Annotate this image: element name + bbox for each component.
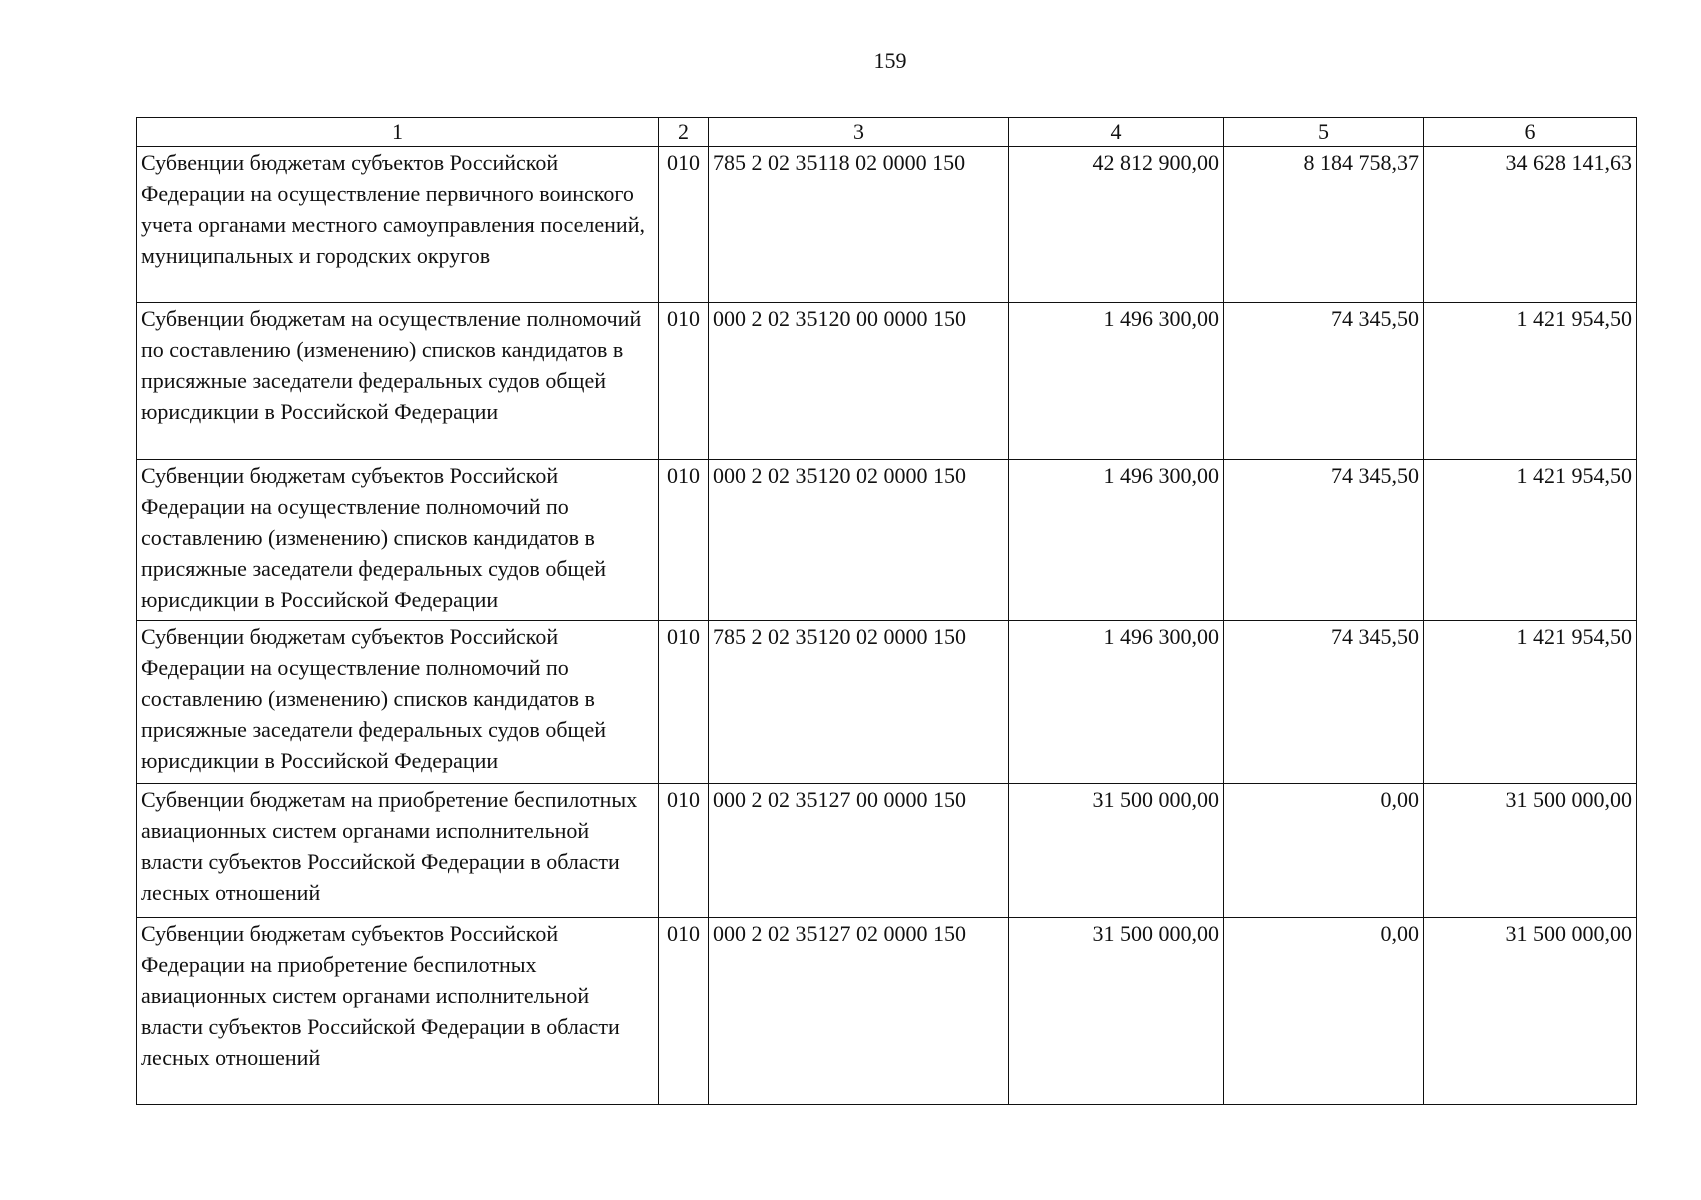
row-budget-code: 000 2 02 35127 02 0000 150 xyxy=(709,918,1009,1105)
row-line-code: 010 xyxy=(659,303,709,460)
row-executed: 74 345,50 xyxy=(1224,621,1424,784)
row-budget-code: 000 2 02 35120 02 0000 150 xyxy=(709,460,1009,621)
row-budget-code: 000 2 02 35127 00 0000 150 xyxy=(709,784,1009,918)
table-row xyxy=(137,460,1637,621)
row-line-code: 010 xyxy=(659,621,709,784)
table-row xyxy=(137,147,1637,303)
row-budget-code: 785 2 02 35120 02 0000 150 xyxy=(709,621,1009,784)
row-remaining: 31 500 000,00 xyxy=(1424,784,1637,918)
row-executed: 0,00 xyxy=(1224,784,1424,918)
table-row xyxy=(137,784,1637,918)
row-line-code: 010 xyxy=(659,784,709,918)
row-name: Субвенции бюджетам на осуществление полномочий по составлению (изменению) списков кандидатов в присяжные заседатели федеральных судов общей юрисдикции в Российской Федерации xyxy=(137,303,659,460)
row-approved: 42 812 900,00 xyxy=(1009,147,1224,303)
column-header: 4 xyxy=(1009,118,1224,147)
row-remaining: 1 421 954,50 xyxy=(1424,621,1637,784)
column-header: 5 xyxy=(1224,118,1424,147)
row-executed: 8 184 758,37 xyxy=(1224,147,1424,303)
column-header: 2 xyxy=(659,118,709,147)
row-name: Субвенции бюджетам субъектов Российской Федерации на осуществление полномочий по составлению (изменению) списков кандидатов в присяжные заседатели федеральных судов общей юрисдикции в Российской Федерации xyxy=(137,621,659,784)
table-row xyxy=(137,303,1637,460)
column-header: 1 xyxy=(137,118,659,147)
row-executed: 0,00 xyxy=(1224,918,1424,1105)
row-approved: 1 496 300,00 xyxy=(1009,460,1224,621)
budget-table xyxy=(136,117,1637,1105)
row-line-code: 010 xyxy=(659,460,709,621)
row-budget-code: 785 2 02 35118 02 0000 150 xyxy=(709,147,1009,303)
row-line-code: 010 xyxy=(659,918,709,1105)
table-header-row xyxy=(137,118,1637,147)
row-name: Субвенции бюджетам субъектов Российской Федерации на осуществление полномочий по составлению (изменению) списков кандидатов в присяжные заседатели федеральных судов общей юрисдикции в Российской Федерации xyxy=(137,460,659,621)
table-row xyxy=(137,621,1637,784)
row-approved: 31 500 000,00 xyxy=(1009,784,1224,918)
row-remaining: 31 500 000,00 xyxy=(1424,918,1637,1105)
table-row xyxy=(137,918,1637,1105)
row-remaining: 34 628 141,63 xyxy=(1424,147,1637,303)
column-header: 3 xyxy=(709,118,1009,147)
row-executed: 74 345,50 xyxy=(1224,303,1424,460)
page-number: 159 xyxy=(873,48,907,73)
row-approved: 31 500 000,00 xyxy=(1009,918,1224,1105)
row-executed: 74 345,50 xyxy=(1224,460,1424,621)
column-header: 6 xyxy=(1424,118,1637,147)
row-remaining: 1 421 954,50 xyxy=(1424,303,1637,460)
row-approved: 1 496 300,00 xyxy=(1009,303,1224,460)
row-budget-code: 000 2 02 35120 00 0000 150 xyxy=(709,303,1009,460)
row-name: Субвенции бюджетам субъектов Российской Федерации на приобретение беспилотных авиационных систем органами исполнительной власти субъектов Российской Федерации в области лесных отношений xyxy=(137,918,659,1105)
row-approved: 1 496 300,00 xyxy=(1009,621,1224,784)
row-name: Субвенции бюджетам субъектов Российской Федерации на осуществление первичного воинского учета органами местного самоуправления поселений, муниципальных и городских округов xyxy=(137,147,659,303)
row-line-code: 010 xyxy=(659,147,709,303)
row-name: Субвенции бюджетам на приобретение беспилотных авиационных систем органами исполнительной власти субъектов Российской Федерации в области лесных отношений xyxy=(137,784,659,918)
row-remaining: 1 421 954,50 xyxy=(1424,460,1637,621)
